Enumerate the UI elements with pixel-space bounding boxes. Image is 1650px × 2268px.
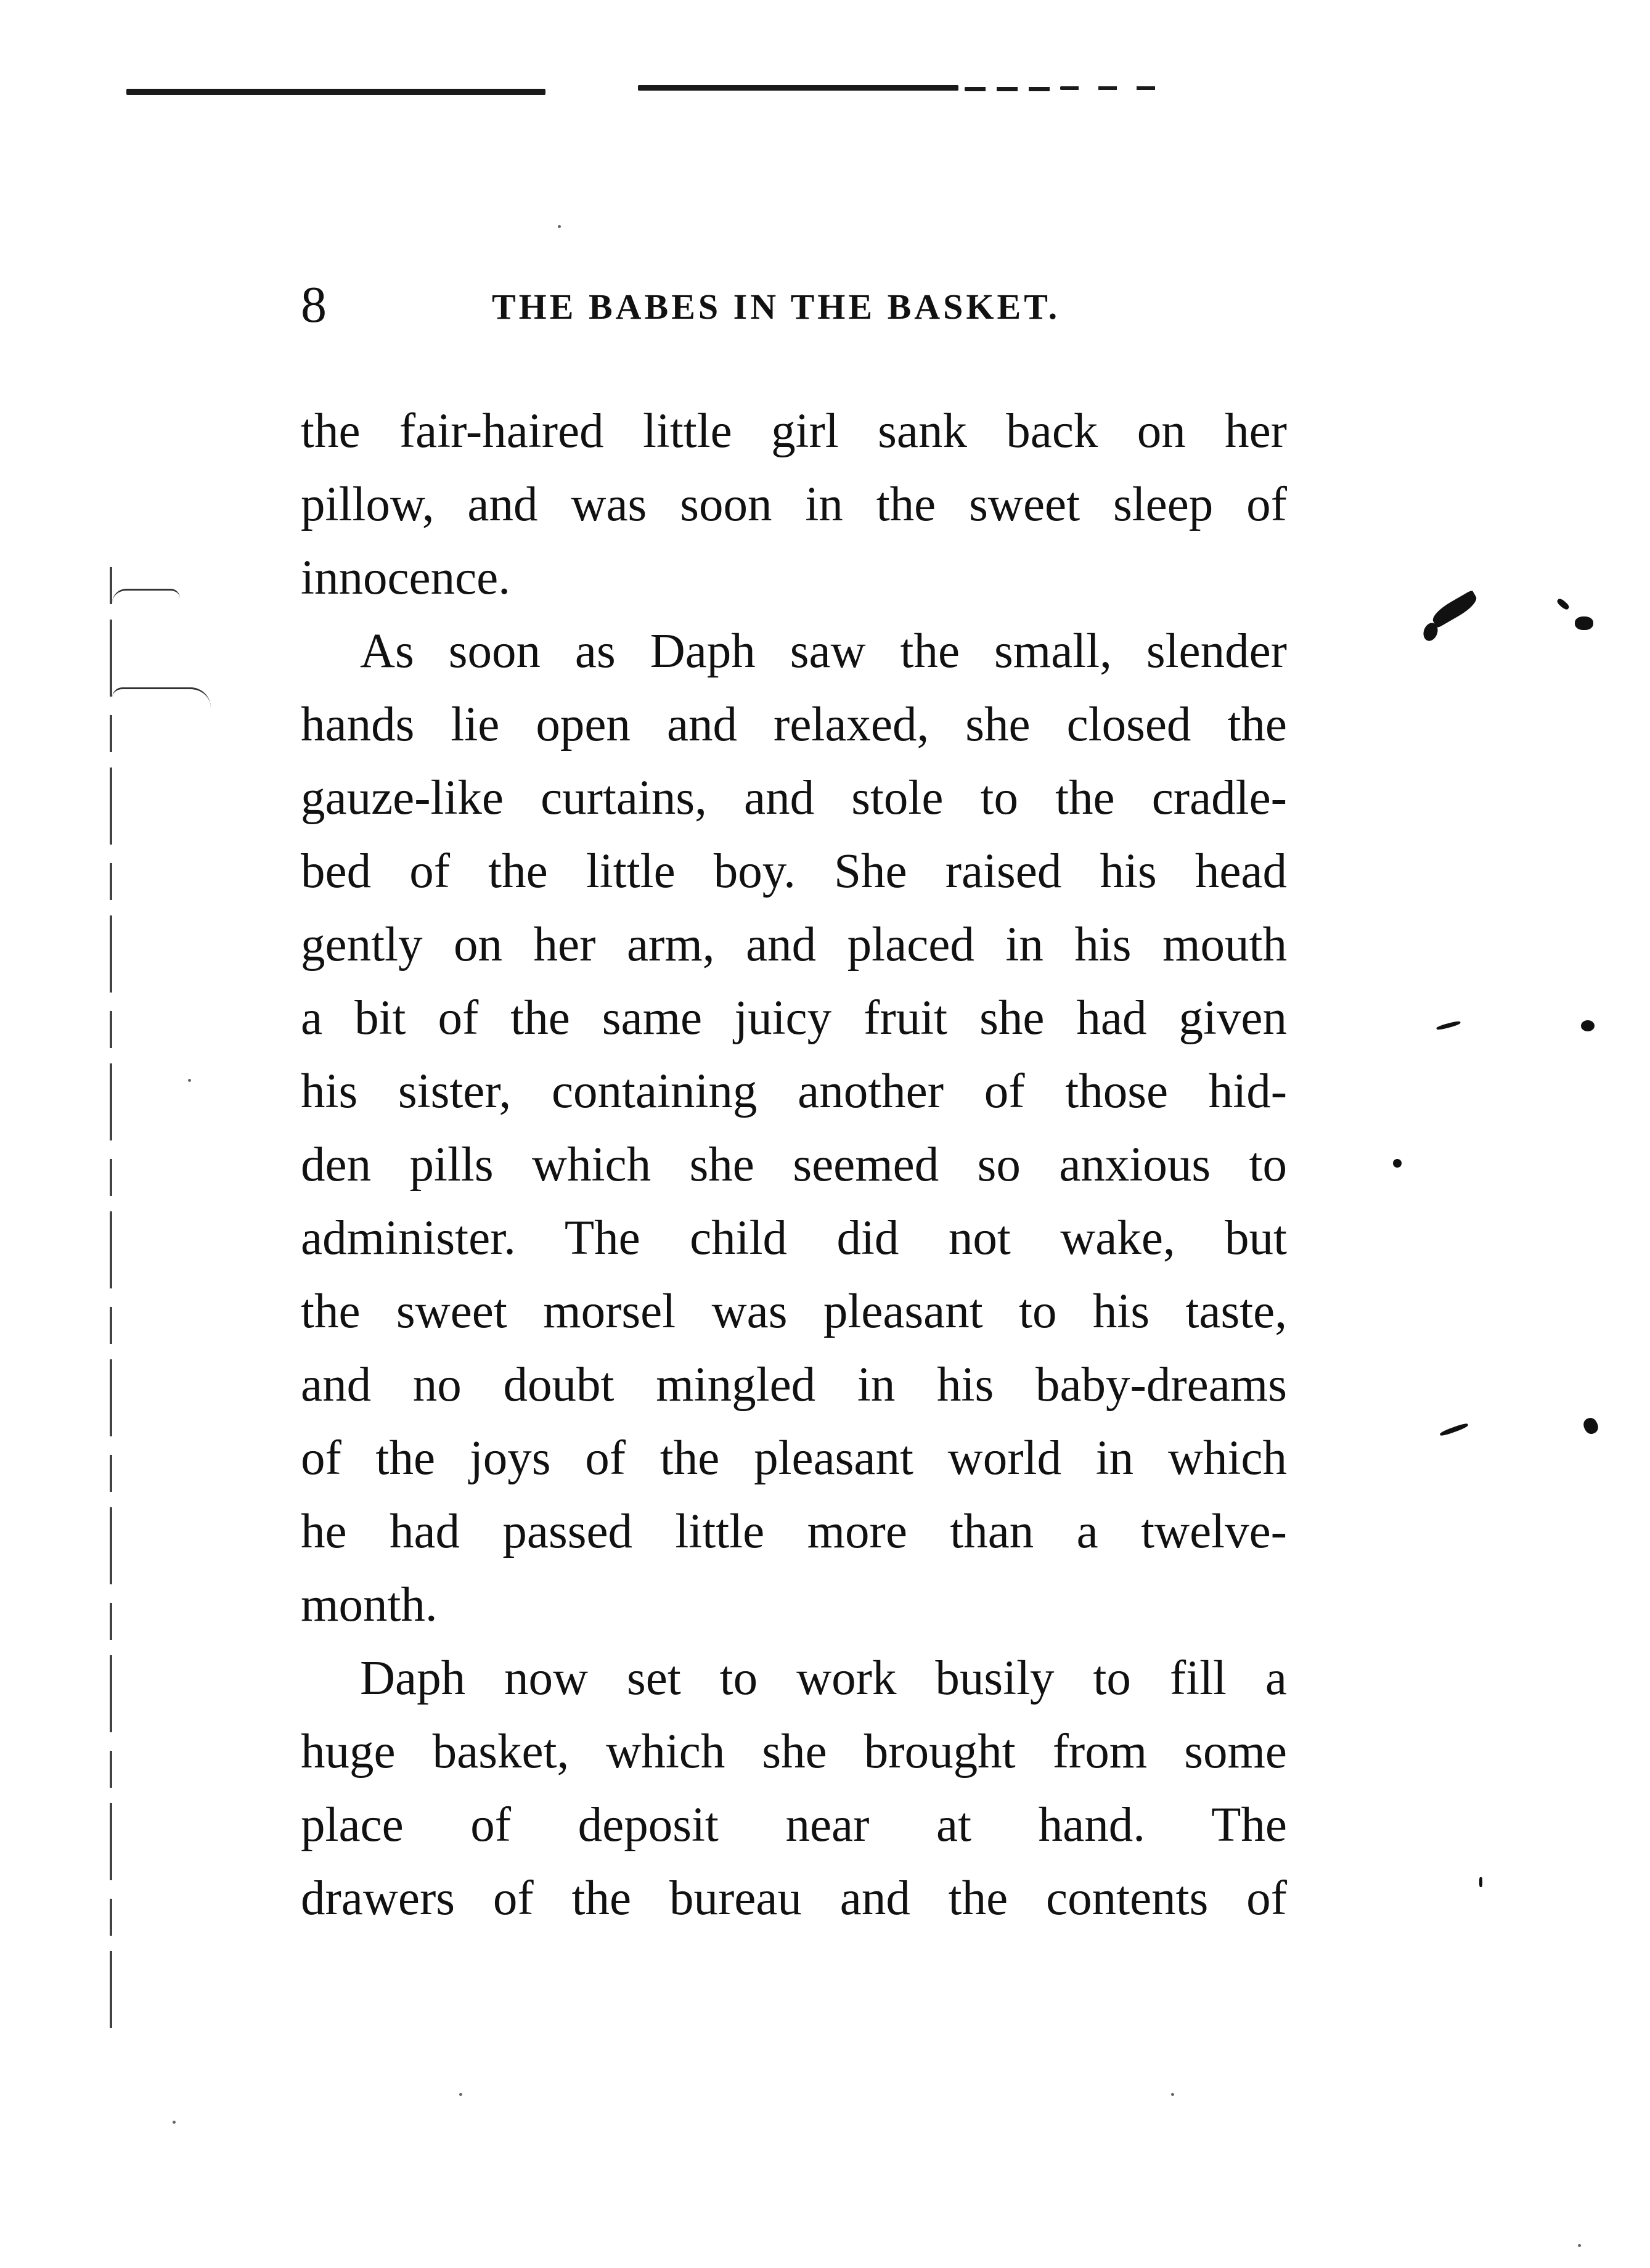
binding-thread-mark xyxy=(112,589,180,603)
ink-speck xyxy=(1393,1159,1402,1168)
ink-speck xyxy=(1479,1877,1482,1887)
ink-speck xyxy=(1556,597,1570,611)
ink-speck xyxy=(1436,1020,1461,1031)
ink-speck xyxy=(1575,616,1593,630)
text-line: huge basket, which she brought from some xyxy=(301,1725,1287,1779)
text-line: his sister, containing another of those hid- xyxy=(301,1065,1287,1118)
text-line: month. xyxy=(301,1578,438,1632)
dust-speck xyxy=(173,2121,176,2124)
text-line: pillow, and was soon in the sweet sleep of xyxy=(301,478,1287,531)
page-number: 8 xyxy=(301,276,327,334)
ink-speck xyxy=(1439,1422,1469,1437)
binding-thread-mark xyxy=(112,687,211,708)
text-line: gauze-like curtains, and stole to the cradle- xyxy=(301,771,1287,825)
dust-speck xyxy=(188,1079,191,1082)
running-title: THE BABES IN THE BASKET. xyxy=(492,287,1061,327)
ink-blot xyxy=(1429,590,1480,629)
text-line: a bit of the same juicy fruit she had given xyxy=(301,991,1287,1045)
dust-speck xyxy=(558,225,561,228)
text-line: and no doubt mingled in his baby-dreams xyxy=(301,1358,1287,1412)
text-line: gently on her arm, and placed in his mouth xyxy=(301,918,1287,972)
top-rule-dashes-end xyxy=(1060,86,1165,90)
text-line: place of deposit near at hand. The xyxy=(301,1798,1287,1852)
binding-edge-marks xyxy=(110,567,112,2034)
dust-speck xyxy=(459,2093,462,2096)
text-line: As soon as Daph saw the small, slender xyxy=(360,624,1287,678)
dust-speck xyxy=(1171,2093,1174,2096)
text-line: hands lie open and relaxed, she closed the xyxy=(301,698,1287,751)
top-rule-left xyxy=(126,89,545,95)
text-line: drawers of the bureau and the contents of xyxy=(301,1872,1287,1925)
text-line: he had passed little more than a twelve- xyxy=(301,1505,1287,1558)
running-header xyxy=(301,277,1102,333)
text-line: den pills which she seemed so anxious to xyxy=(301,1138,1287,1192)
text-line: Daph now set to work busily to fill a xyxy=(360,1652,1287,1705)
text-line: the fair-haired little girl sank back on her xyxy=(301,404,1287,458)
ink-speck xyxy=(1581,1020,1595,1031)
text-line: administer. The child did not wake, but xyxy=(301,1211,1287,1265)
text-line: of the joys of the pleasant world in which xyxy=(301,1431,1287,1485)
dust-speck xyxy=(1578,2244,1581,2247)
text-line: innocence. xyxy=(301,551,510,605)
top-rule-right xyxy=(638,85,958,91)
top-rule-dashes xyxy=(965,87,1051,91)
ink-speck xyxy=(1582,1416,1601,1436)
text-line: bed of the little boy. She raised his head xyxy=(301,845,1287,898)
text-line: the sweet morsel was pleasant to his taste, xyxy=(301,1285,1287,1338)
body-text xyxy=(301,395,1287,1935)
